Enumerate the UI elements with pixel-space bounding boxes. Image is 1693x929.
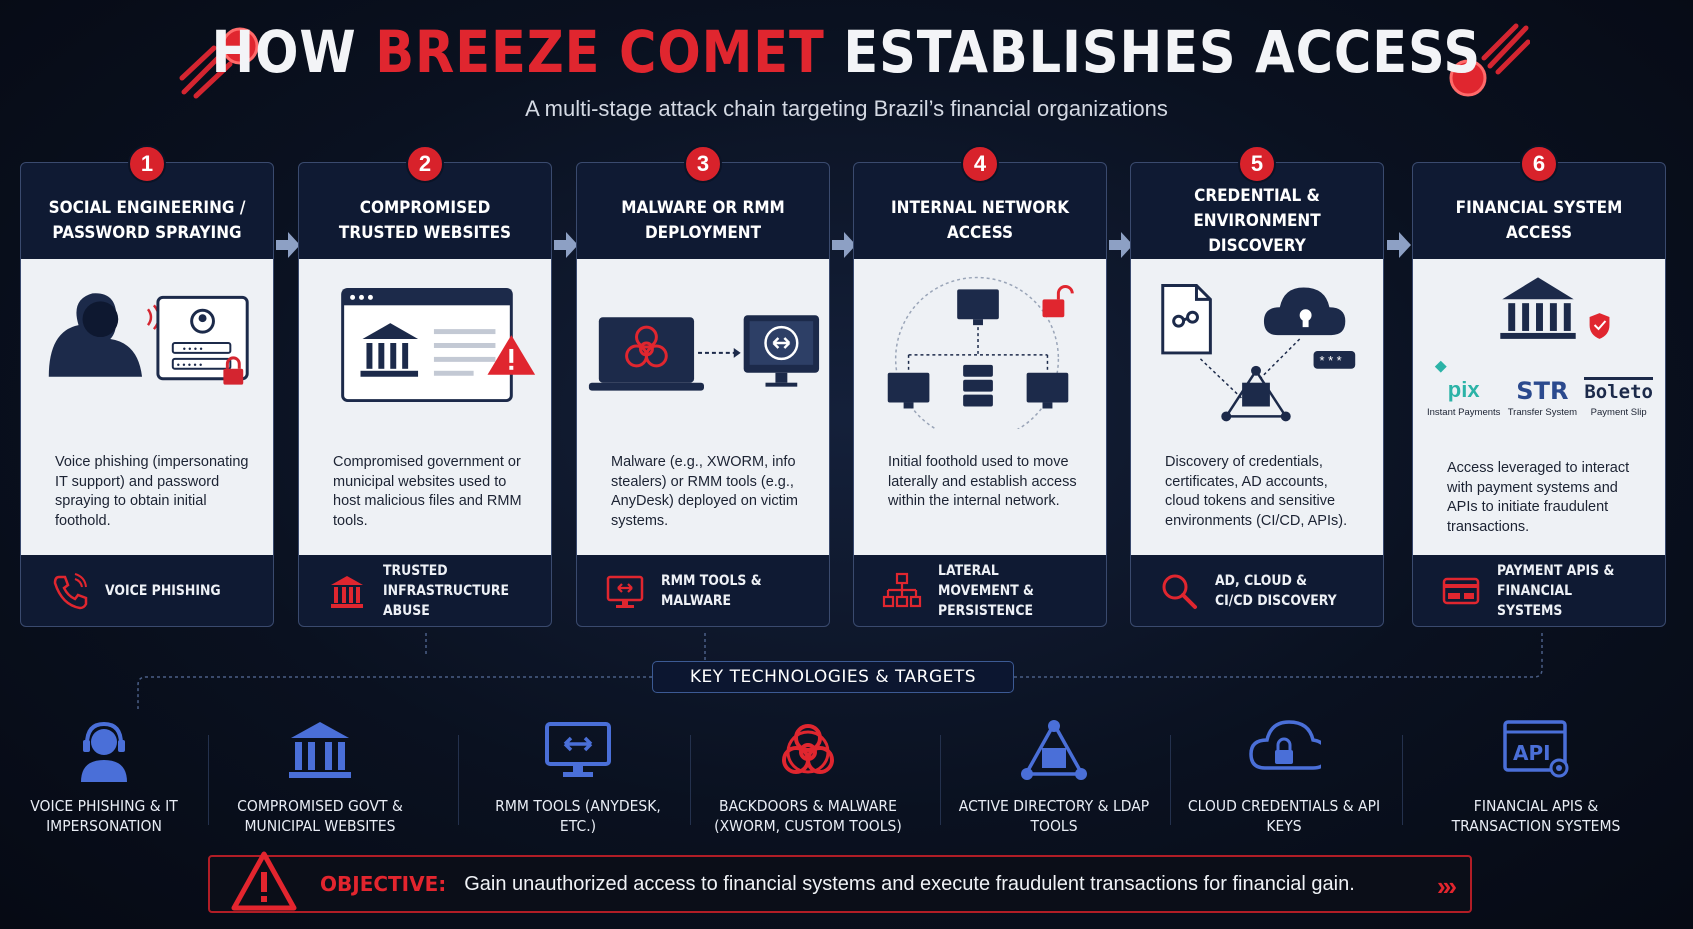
svg-text:• • • • •: • • • • • (176, 359, 203, 370)
objective-label: OBJECTIVE: (320, 872, 447, 896)
internal-network-illustration (854, 259, 1106, 429)
stage-card-4 (853, 151, 1107, 627)
stage-title: INTERNAL NETWORK ACCESS (890, 198, 1070, 243)
financial-system-illustration (1413, 259, 1665, 389)
compromised-website-illustration (299, 259, 551, 429)
stage-description: Initial foothold used to move laterally and establish access within the internal network. (888, 454, 1077, 509)
stage-description: Access leveraged to interact with payment systems and APIs to initiate fraudulent transactions. (1447, 460, 1630, 535)
tech-item-rmm-tools (464, 718, 692, 836)
str-logo: STR Transfer System (1507, 377, 1578, 418)
payment-card-icon (1441, 571, 1481, 611)
stage-description: Discovery of credentials, certificates, AD accounts, cloud tokens and sensitive environments (CI/CD, APIs). (1165, 454, 1348, 529)
stage-number: 1 (128, 145, 166, 183)
government-building-icon (283, 718, 357, 782)
tech-item-cloud-credentials (1170, 718, 1398, 836)
api-gear-icon (1499, 718, 1573, 782)
stage-card-2 (298, 151, 552, 627)
stage-footer-label: VOICE PHISHING (105, 582, 221, 599)
stage-number: 5 (1238, 145, 1276, 183)
stage-footer-label: RMM TOOLS & MALWARE (661, 572, 762, 609)
pix-logo: pix Instant Payments (1427, 377, 1501, 418)
stage-card-1 (20, 151, 274, 627)
stage-title: COMPROMISED TRUSTED WEBSITES (338, 198, 512, 243)
stage-footer-label: TRUSTED INFRASTRUCTURE ABUSE (383, 562, 509, 619)
stage-card-6 (1412, 151, 1666, 627)
chevron-right-icon: ››› (1437, 871, 1454, 901)
arrow-right-icon (1387, 230, 1411, 260)
headset-user-icon (67, 718, 141, 782)
stage-number: 2 (406, 145, 444, 183)
stage-card-3 (576, 151, 830, 627)
malware-rmm-illustration (577, 259, 829, 429)
active-directory-icon (1017, 718, 1091, 782)
tech-item-govt-websites (206, 718, 434, 836)
tech-item-active-directory (940, 718, 1168, 836)
stage-footer-label: PAYMENT APIS & FINANCIAL SYSTEMS (1497, 562, 1615, 619)
tech-item-financial-apis (1422, 718, 1650, 836)
page-title: HOW BREEZE COMET ESTABLISHES ACCESS (211, 18, 1482, 86)
svg-text:• • • •: • • • • (182, 343, 203, 354)
boleto-logo: Boleto Payment Slip (1584, 377, 1653, 418)
tech-label: RMM TOOLS (ANYDESK, ETC.) (495, 797, 661, 835)
svg-text:API: API (1513, 741, 1551, 765)
stage-card-5 (1130, 151, 1384, 627)
tech-item-backdoors-malware (694, 718, 922, 836)
stage-title: FINANCIAL SYSTEM ACCESS (1455, 198, 1623, 243)
stage-title: MALWARE OR RMM DEPLOYMENT (621, 198, 785, 243)
tech-label: ACTIVE DIRECTORY & LDAP TOOLS (958, 797, 1150, 835)
key-technologies-heading: KEY TECHNOLOGIES & TARGETS (652, 661, 1014, 693)
stage-number: 6 (1520, 145, 1558, 183)
stage-footer-label: AD, CLOUD & CI/CD DISCOVERY (1215, 572, 1337, 609)
stage-title: SOCIAL ENGINEERING / PASSWORD SPRAYING (48, 198, 246, 243)
objective-text: Gain unauthorized access to financial systems and execute fraudulent transactions for financial gain. (464, 872, 1355, 895)
magnifier-icon (1159, 571, 1199, 611)
stage-footer-label: LATERAL MOVEMENT & PERSISTENCE (938, 562, 1034, 619)
cloud-lock-icon (1247, 718, 1321, 782)
stage-description: Malware (e.g., XWORM, info stealers) or RMM tools (e.g., AnyDesk) deployed on victim systems. (611, 454, 798, 529)
page-subtitle: A multi-stage attack chain targeting Brazil’s financial organizations (525, 96, 1168, 121)
stage-description: Voice phishing (impersonating IT support) and password spraying to obtain initial foothold. (55, 454, 249, 529)
header (0, 14, 1693, 122)
svg-text:* * *: * * * (1319, 352, 1342, 368)
credential-discovery-illustration (1131, 259, 1383, 429)
tech-item-voice-phishing (0, 718, 218, 836)
remote-desktop-icon (541, 718, 615, 782)
stage-number: 3 (684, 145, 722, 183)
warning-icon (230, 850, 298, 912)
tech-label: CLOUD CREDENTIALS & API KEYS (1187, 797, 1381, 835)
stage-title: CREDENTIAL & ENVIRONMENT DISCOVERY (1193, 185, 1321, 256)
biohazard-icon (771, 718, 845, 782)
stage-description: Compromised government or municipal websites used to host malicious files and RMM tools. (333, 454, 522, 529)
remote-monitor-icon (605, 571, 645, 611)
tech-label: VOICE PHISHING & IT IMPERSONATION (30, 797, 178, 835)
hacker-login-illustration (21, 259, 273, 429)
tech-label: COMPROMISED GOVT & MUNICIPAL WEBSITES (237, 797, 403, 835)
tech-label: FINANCIAL APIS & TRANSACTION SYSTEMS (1451, 797, 1621, 835)
arrow-right-icon (276, 230, 300, 260)
stage-number: 4 (961, 145, 999, 183)
arrow-right-icon (554, 230, 578, 260)
phone-icon (49, 571, 89, 611)
objective-banner (208, 855, 1472, 913)
network-tree-icon (882, 571, 922, 611)
tech-label: BACKDOORS & MALWARE (XWORM, CUSTOM TOOLS) (714, 797, 902, 835)
bank-icon (327, 571, 367, 611)
